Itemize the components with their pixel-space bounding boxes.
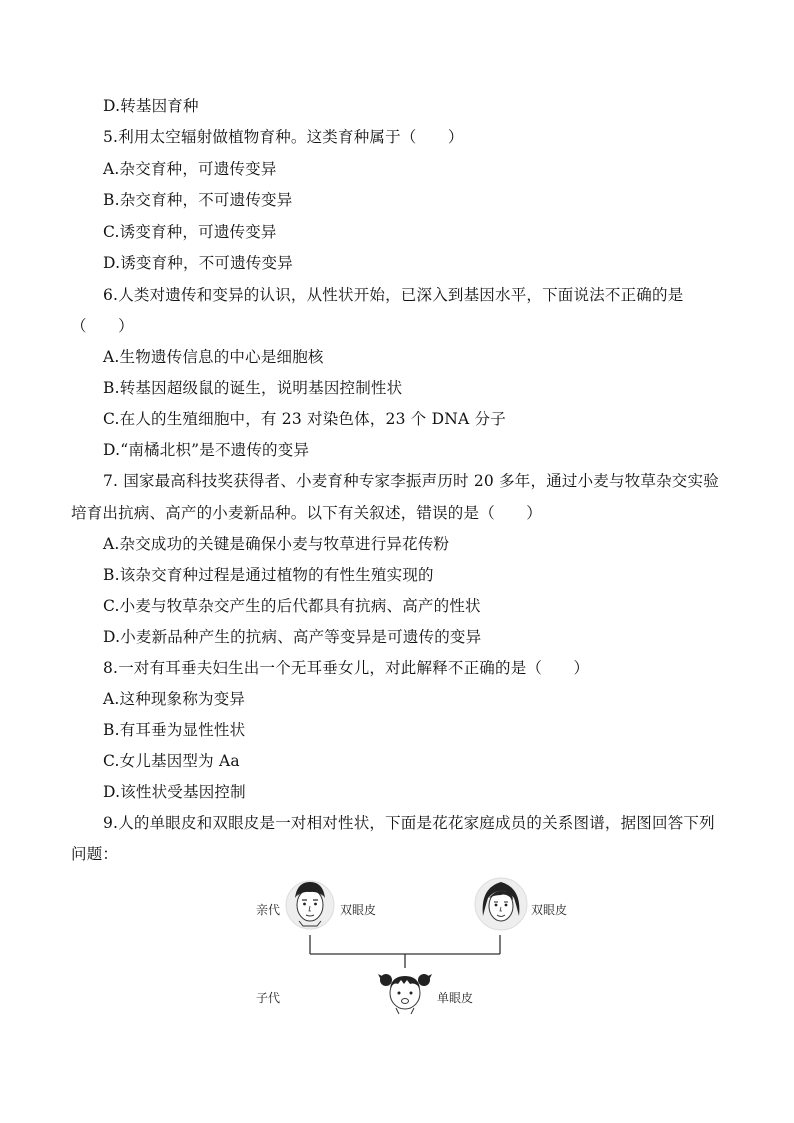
q9-stem-line1: 9.人的单眼皮和双眼皮是一对相对性状，下面是花花家庭成员的关系图谱，据图回答下列 <box>103 814 715 832</box>
q5-stem: 5.利用太空辐射做植物育种。这类育种属于（ ） <box>103 128 464 146</box>
q6-option-c: C.在人的生殖细胞中，有 23 对染色体，23 个 DNA 分子 <box>103 410 506 428</box>
q7-option-c: C.小麦与牧草杂交产生的后代都具有抗病、高产的性状 <box>103 597 481 615</box>
q7-option-a: A.杂交成功的关键是确保小麦与牧草进行异花传粉 <box>103 535 450 553</box>
child-trait-label: 单眼皮 <box>437 991 474 1005</box>
q8-option-d: D.该性状受基因控制 <box>103 783 246 801</box>
q5-option-c: C.诱变育种，可遗传变异 <box>103 223 277 241</box>
q7-stem-line2: 培育出抗病、高产的小麦新品种。以下有关叙述，错误的是（ ） <box>71 504 543 522</box>
q8-option-a: A.这种现象称为变异 <box>103 690 246 708</box>
q9-stem-line2: 问题： <box>71 845 119 863</box>
parent-generation-label: 亲代 <box>256 903 281 917</box>
family-pedigree-diagram <box>250 870 580 1030</box>
q6-option-a: A.生物遗传信息的中心是细胞核 <box>103 348 324 366</box>
q8-stem: 8.一对有耳垂夫妇生出一个无耳垂女儿，对此解释不正确的是（ ） <box>103 659 590 677</box>
q5-option-a: A.杂交育种，可遗传变异 <box>103 160 277 178</box>
q7-stem-line1: 7. 国家最高科技奖获得者、小麦育种专家李振声历时 20 多年，通过小麦与牧草杂交实验 <box>103 472 719 490</box>
mother-trait-label: 双眼皮 <box>531 903 568 917</box>
q7-option-d: D.小麦新品种产生的抗病、高产等变异是可遗传的变异 <box>103 628 482 646</box>
child-generation-label: 子代 <box>256 991 281 1005</box>
q6-stem-line1: 6.人类对遗传和变异的认识，从性状开始，已深入到基因水平，下面说法不正确的是 <box>103 286 684 304</box>
q8-option-c: C.女儿基因型为 Aa <box>103 752 240 770</box>
q7-option-b: B.该杂交育种过程是通过植物的有性生殖实现的 <box>103 566 434 584</box>
child-face-icon <box>377 968 433 1018</box>
q6-stem-line2: （ ） <box>71 317 134 335</box>
q6-option-d: D.“南橘北枳”是不遗传的变异 <box>103 441 310 459</box>
q8-option-b: B.有耳垂为显性性状 <box>103 721 246 739</box>
father-trait-label: 双眼皮 <box>340 903 377 917</box>
q4-option-d: D.转基因育种 <box>103 97 199 115</box>
q6-option-b: B.转基因超级鼠的诞生，说明基因控制性状 <box>103 379 403 397</box>
mother-face-icon <box>474 874 528 934</box>
father-face-icon <box>285 876 335 934</box>
q5-option-d: D.诱变育种，不可遗传变异 <box>103 254 293 272</box>
q5-option-b: B.杂交育种，不可遗传变异 <box>103 191 293 209</box>
